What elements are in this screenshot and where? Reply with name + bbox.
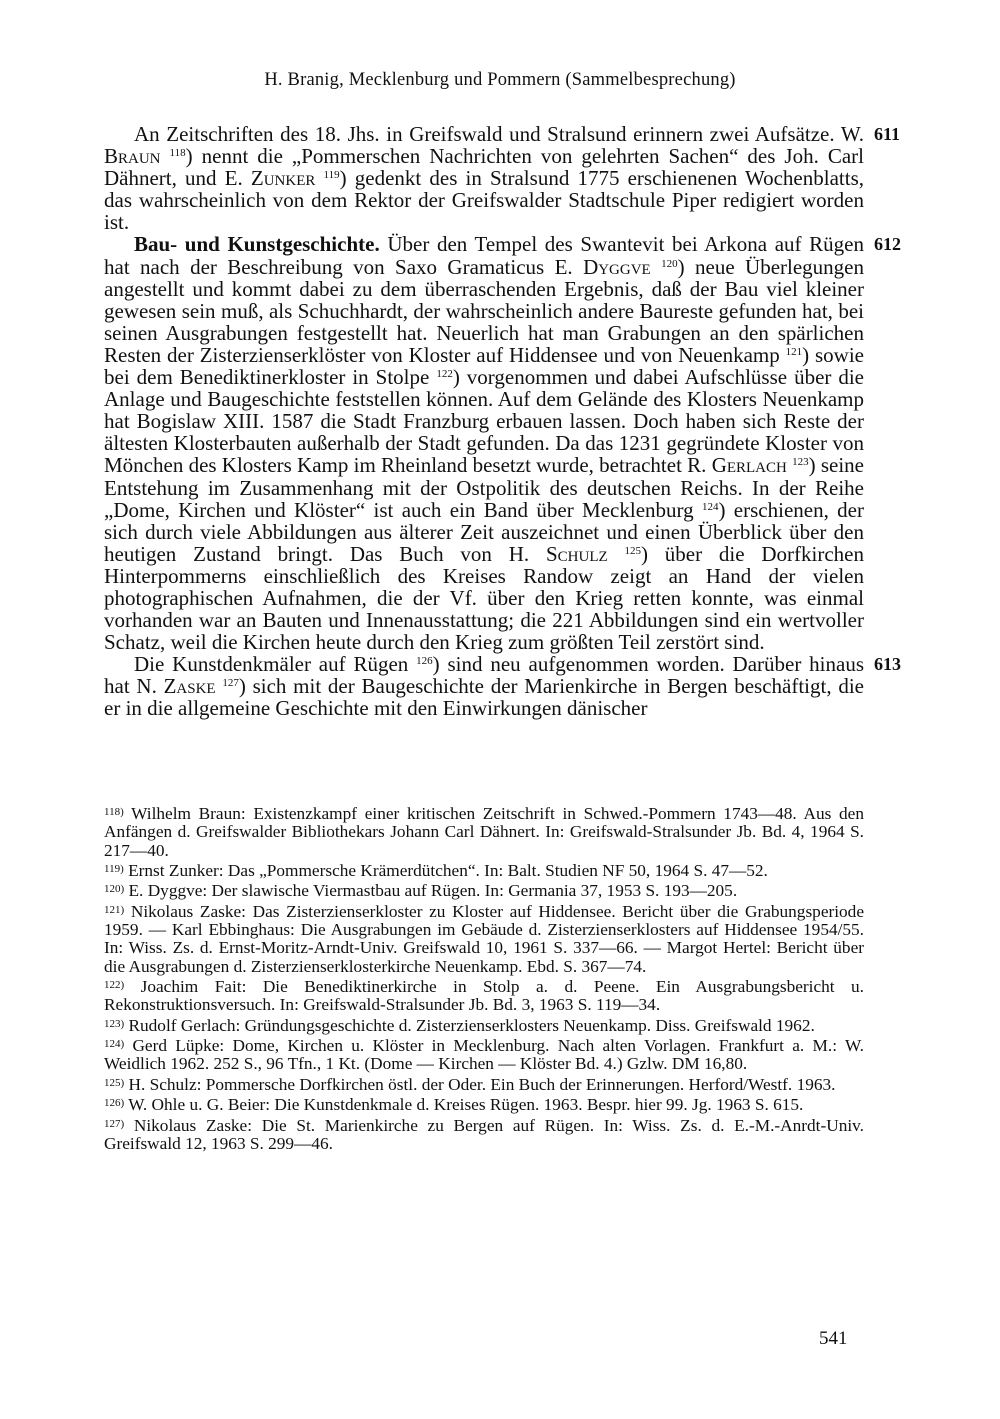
footnote-number: 119)	[104, 863, 124, 876]
text-run: ) über die Dorfkirchen Hinterpommerns einschließlich des Kreises Randow zeigt an Hand der vielen photographischen Aufnahmen, die der Vf. über den Krieg retten konnte, was einmal vorhanden war an Bauten und Innenausstattung; die 221 Abbildungen sind ein wertvoller Schatz, weil die Kirchen heute durch den Krieg zum größten Teil zerstört sind.	[104, 541, 864, 655]
running-head: H. Branig, Mecklenburg und Pommern (Sammelbesprechung)	[264, 70, 736, 90]
footnote-text: Ernst Zunker: Das „Pommersche Krämerdütchen“. In: Balt. Studien NF 50, 1964 S. 47—52.	[128, 861, 768, 881]
text-run: ) sowie bei dem Benediktinerkloster in Stolpe	[104, 342, 864, 390]
page-number: 541	[819, 1328, 848, 1349]
footnote	[104, 1115, 864, 1154]
paragraph-613	[104, 652, 901, 721]
author-name: Zunker	[250, 166, 316, 191]
section-heading: Bau- und Kunstgeschichte.	[134, 232, 380, 257]
footnote-ref: 119	[323, 169, 340, 182]
footnote-ref: 123	[792, 456, 809, 469]
footnote-ref: 122	[436, 368, 453, 381]
footnote-ref: 125	[624, 544, 641, 557]
footnotes	[104, 803, 864, 1153]
footnote-number: 125)	[104, 1076, 125, 1089]
footnote-text: Gerd Lüpke: Dome, Kirchen u. Klöster in Mecklenburg. Nach alten Vorlagen. Frankfurt a. M.: W. Weidlich 1962. 252 S., 96 Tfn., 1 Kt. (Dome — Kirchen — Klöster Bd. 4.) Gzlw. DM 16,80.	[104, 1036, 864, 1074]
footnote	[104, 1035, 864, 1074]
text-run: ) vorgenommen und dabei Aufschlüsse über die Anlage und Baugeschichte feststellen können. Auf dem Gelände des Klosters Neuenkamp hat Bogislaw XIII. 1587 die Stadt Franzburg erbauen lassen. Doch haben sich Reste der ältesten Klosterbauten außerhalb der Stadt gefunden. Da das 1231 gegründete Kloster von Mönchen des Klosters Kamp im Rheinland besetzt wurde, betrachtet R.	[104, 365, 865, 478]
paragraph-612	[104, 232, 901, 655]
author-name: Dyggve	[583, 254, 651, 279]
footnote-text: H. Schulz: Pommersche Dorfkirchen östl. der Oder. Ein Buch der Erinnerungen. Herford/Westf. 1963.	[128, 1074, 836, 1094]
margin-number: 612	[874, 234, 901, 255]
footnote-number: 127)	[104, 1117, 125, 1130]
footnote	[104, 860, 864, 880]
footnote	[104, 1074, 864, 1094]
footnote-number: 121)	[104, 903, 125, 916]
text-run: ) sind neu aufgenommen worden. Darüber hinaus hat N.	[104, 652, 864, 699]
text-run: ) gedenkt des in Stralsund 1775 erschienenen Wochenblatts, das wahrscheinlich von dem Rektor der Greifswalder Stadtschule Piper redigiert worden ist.	[104, 166, 864, 235]
author-name: Zaske	[163, 674, 216, 699]
text-run: Die Kunstdenkmäler auf Rügen	[134, 652, 417, 677]
author-name: Braun	[104, 144, 161, 169]
footnote-number: 118)	[104, 806, 124, 818]
main-text	[104, 122, 901, 721]
footnote	[104, 901, 864, 976]
footnote	[104, 803, 864, 860]
footnote-text: Joachim Fait: Die Benediktinerkirche in Stolp a. d. Peene. Ein Ausgrabungsbericht u. Rekonstruktionsversuch. In: Greifswald-Stralsunder Jb. Bd. 3, 1963 S. 119—34.	[104, 977, 864, 1015]
footnote-number: 120)	[104, 883, 125, 896]
footnote-text: Wilhelm Braun: Existenzkampf einer kritischen Zeitschrift in Schwed.-Pommern 1743—48. Aus den Anfängen d. Greifswalder Bibliothekars Johann Carl Dähnert. In: Greifswald-Stralsunder Jb. Bd. 4, 1964 S. 217—40.	[104, 804, 864, 860]
text-run: ) nennt die „Pommerschen Nachrichten von gelehrten Sachen“ des Joh. Carl Dähnert, und E.	[104, 144, 865, 191]
margin-number: 611	[874, 124, 901, 144]
paragraph-611	[104, 122, 901, 235]
footnote-ref: 121	[785, 345, 803, 358]
footnote-text: Nikolaus Zaske: Die St. Marienkirche zu Bergen auf Rügen. In: Wiss. Zs. d. E.-M.-Anrdt-Univ. Greifswald 12, 1963 S. 299—46.	[104, 1115, 865, 1153]
footnote-text: E. Dyggve: Der slawische Viermastbau auf Rügen. In: Germania 37, 1953 S. 193—205.	[128, 881, 738, 901]
footnote-text: Rudolf Gerlach: Gründungsgeschichte d. Zisterzienserklosters Neuenkamp. Diss. Greifswald 1962.	[128, 1015, 815, 1035]
footnote	[104, 1094, 864, 1114]
footnote-number: 123)	[104, 1017, 125, 1030]
footnote	[104, 1015, 864, 1035]
author-name: Schulz	[545, 541, 608, 566]
footnote-ref: 124	[701, 500, 719, 513]
footnote	[104, 880, 864, 900]
footnote-text: W. Ohle u. G. Beier: Die Kunstdenkmale d. Kreises Rügen. 1963. Bespr. hier 99. Jg. 1963 S. 615.	[128, 1095, 804, 1115]
footnote	[104, 976, 864, 1015]
footnote-text: Nikolaus Zaske: Das Zisterzienserkloster zu Kloster auf Hiddensee. Bericht über die Grabungsperiode 1959. — Karl Ebbinghaus: Die Ausgrabungen im Gebäude d. Zisterzienserklosters auf Hiddensee 1954/55. In: Wiss. Zs. d. Ernst-Moritz-Arndt-Univ. Greifswald 10, 1961 S. 337—66. — Margot Hertel: Bericht über die Ausgrabungen d. Zisterzienserklosterkirche Neuenkamp. Ebd. S. 367—74.	[104, 901, 864, 976]
text-run: ) sich mit der Baugeschichte der Marienkirche in Bergen beschäftigt, die er in die allgemeine Geschichte mit den Einwirkungen dänischer	[104, 674, 865, 721]
footnote-ref: 126	[416, 655, 433, 668]
footnote-ref: 118	[169, 147, 186, 160]
text-run: Über den Tempel des Swantevit bei Arkona auf Rügen hat nach der Beschreibung von Saxo Gramaticus E.	[104, 232, 864, 279]
footnote-ref: 120	[661, 257, 678, 270]
footnote-number: 122)	[104, 979, 125, 992]
text-run: ) neue Überlegungen angestellt und kommt dabei zu dem überraschenden Ergebnis, daß der Bau viel kleiner gewesen sein muß, als Schuchhardt, der wahrscheinlich andere Baureste gefunden hat, bei seinen Ausgrabungen festgestellt hat. Neuerlich hat man Grabungen an den spärlichen Resten der Zisterzienserklöster von Kloster auf Hiddensee und von Neuenkamp	[104, 254, 864, 367]
footnote-ref: 127	[222, 677, 239, 690]
text-run: ) seine Entstehung im Zusammenhang mit der Ostpolitik des deutschen Reichs. In der Reihe „Dome, Kirchen und Klöster“ ist auch ein Band über Mecklenburg	[104, 453, 865, 522]
text-run: An Zeitschriften des 18. Jhs. in Greifswald und Stralsund erinnern zwei Aufsätze. W.	[134, 122, 864, 146]
author-name: Gerlach	[711, 453, 787, 478]
footnote-number: 124)	[104, 1038, 125, 1051]
footnote-number: 126)	[104, 1097, 125, 1110]
margin-number: 613	[874, 654, 901, 675]
text-run: ) erschienen, der sich durch viele Abbildungen aus älterer Zeit auszeichnet und einen Überblick über den heutigen Zustand bringt. Das Buch von H.	[104, 497, 864, 566]
